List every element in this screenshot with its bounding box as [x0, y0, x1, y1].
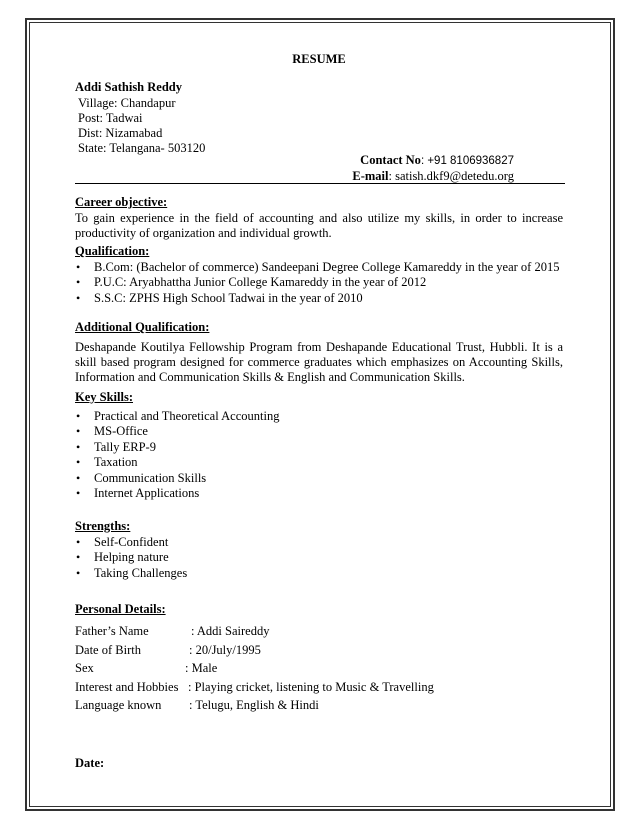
strengths-heading: Strengths: — [75, 519, 131, 533]
list-item: • Helping nature — [75, 550, 187, 565]
applicant-name: Addi Sathish Reddy — [75, 80, 182, 94]
list-item: • S.S.C: ZPHS High School Tadwai in the year of 2010 — [75, 291, 559, 306]
detail-row-dob — [75, 643, 261, 658]
list-item: • Taking Challenges — [75, 566, 187, 581]
additional-heading: Additional Qualification: — [75, 320, 210, 334]
contact-email-value: : satish.dkf9@detedu.org — [388, 169, 514, 183]
contact-phone-label: Contact No — [360, 153, 421, 167]
detail-row-language — [75, 698, 319, 713]
career-heading: Career objective: — [75, 195, 168, 209]
list-item: • P.U.C: Aryabhattha Junior College Kamareddy in the year of 2012 — [75, 275, 559, 290]
contact-phone — [360, 153, 514, 169]
address-state: State: Telangana- 503120 — [78, 141, 206, 155]
list-item: • Internet Applications — [75, 486, 279, 501]
key-skills-list — [75, 409, 279, 501]
detail-label: Date of Birth — [75, 643, 141, 657]
header-divider — [75, 183, 565, 184]
detail-row-hobbies — [75, 680, 434, 695]
detail-value: : Playing cricket, listening to Music & Travelling — [188, 680, 434, 694]
strengths-list — [75, 535, 187, 581]
list-item: • Communication Skills — [75, 471, 279, 486]
qualification-list — [75, 260, 559, 306]
address-village: Village: Chandapur — [78, 96, 176, 110]
detail-label: Language known — [75, 698, 162, 712]
contact-email — [352, 169, 514, 184]
list-item: • Self-Confident — [75, 535, 187, 550]
detail-label: Father’s Name — [75, 624, 149, 638]
detail-value: : Male — [185, 661, 218, 675]
resume-title: RESUME — [292, 52, 346, 66]
detail-label: Interest and Hobbies — [75, 680, 179, 694]
list-item: • MS-Office — [75, 424, 279, 439]
detail-row-father — [75, 624, 270, 639]
detail-label: Sex — [75, 661, 94, 675]
address-post: Post: Tadwai — [78, 111, 143, 125]
date-label: Date: — [75, 756, 105, 770]
detail-value: : 20/July/1995 — [189, 643, 261, 657]
detail-value: : Telugu, English & Hindi — [189, 698, 319, 712]
contact-phone-value: : +91 8106936827 — [420, 155, 514, 167]
list-item: • Practical and Theoretical Accounting — [75, 409, 279, 424]
detail-row-sex — [75, 661, 218, 676]
detail-value: : Addi Saireddy — [191, 624, 270, 638]
career-text: To gain experience in the field of accounting and also utilize my skills, in order to increase productivity of organization and individual growth. — [75, 211, 563, 240]
list-item: • Taxation — [75, 455, 279, 470]
list-item: • Tally ERP-9 — [75, 440, 279, 455]
contact-email-label: E-mail — [352, 169, 389, 183]
personal-heading: Personal Details: — [75, 602, 166, 616]
additional-text: Deshapande Koutilya Fellowship Program from Deshapande Educational Trust, Hubbli. It is a skill based program designed for commerce graduates which emphasizes on Accounting Skills, Information and Communication Skills & English and Communication Skills. — [75, 340, 563, 384]
key-skills-heading: Key Skills: — [75, 390, 133, 404]
address-district: Dist: Nizamabad — [78, 126, 163, 140]
qualification-heading: Qualification: — [75, 244, 150, 258]
list-item: • B.Com: (Bachelor of commerce) Sandeepani Degree College Kamareddy in the year of 2015 — [75, 260, 559, 275]
